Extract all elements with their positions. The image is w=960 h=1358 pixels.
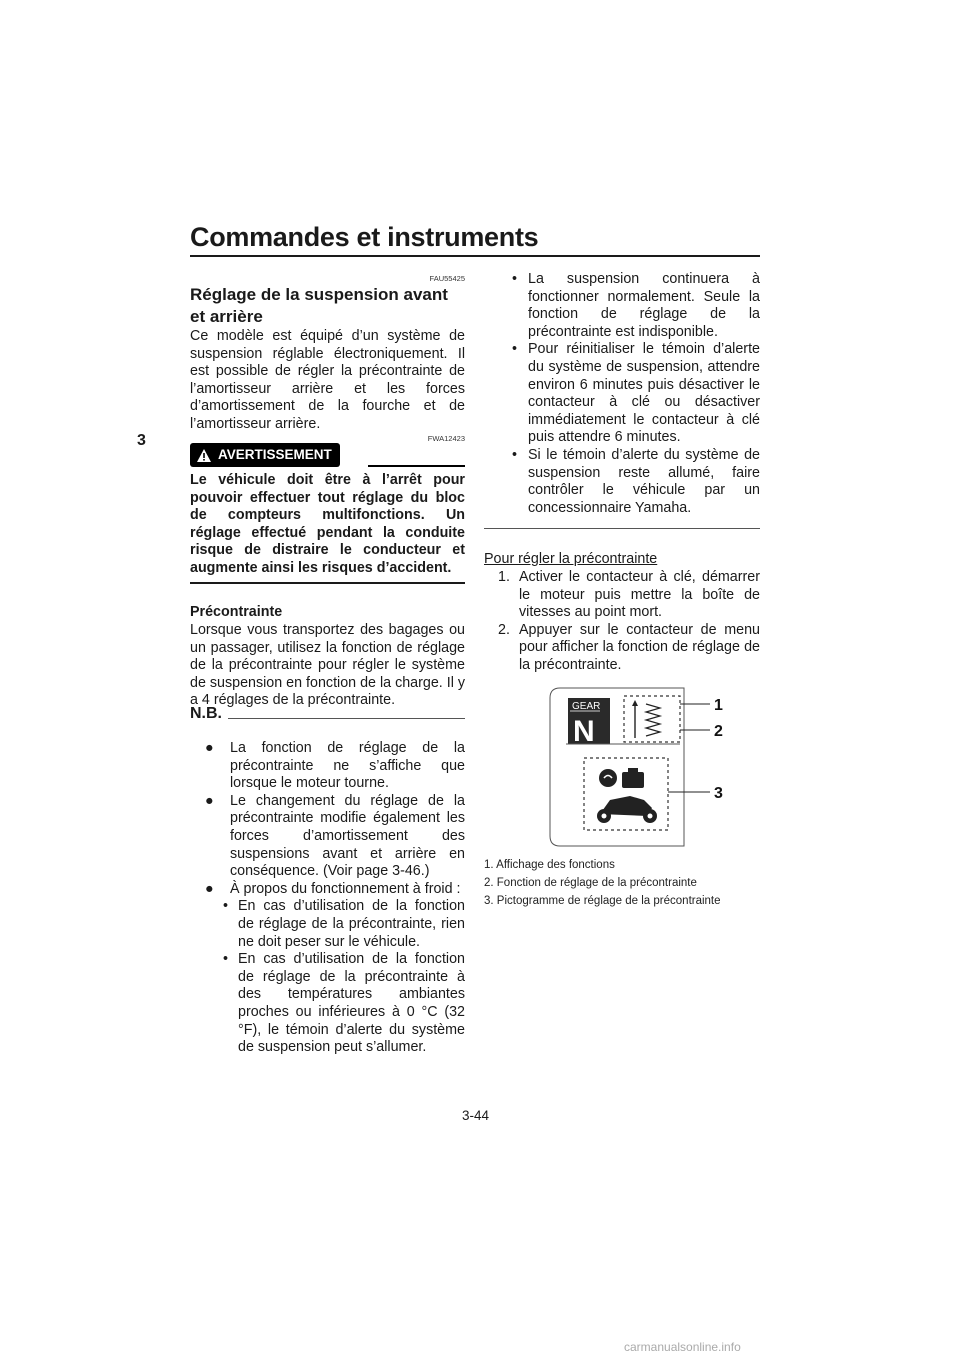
- warning-header: [190, 443, 465, 467]
- callout-3: 3: [714, 785, 723, 802]
- watermark: carmanualsonline.info: [624, 1340, 741, 1354]
- bullet-icon: ●: [205, 880, 214, 897]
- callout-1: 1: [714, 697, 723, 714]
- chapter-tab: 3: [137, 432, 146, 449]
- page-number: 3-44: [462, 1108, 490, 1123]
- nb-item: ● À propos du fonctionnement à froid :: [205, 880, 461, 897]
- nb-rule: [228, 718, 465, 719]
- procedure-steps: [484, 569, 760, 675]
- warning-code: FWA12423: [427, 434, 465, 443]
- nb-bottom-rule: [484, 528, 760, 529]
- procedure-step: 1. Activer le contacteur à clé, démarrer le moteur puis mettre la boîte de vitesses au point mort.: [498, 569, 760, 621]
- continued-item: • La suspension continuera à fonctionner normalement. Seule la fonction de réglage de la précontrainte est indisponible.: [512, 271, 760, 340]
- luggage-icon: [622, 772, 644, 788]
- cold-item: • En cas d’utilisation de la fonction de réglage de la précontrainte à des températures ambiantes proches ou inférieures à 0 °C (32 °F), le témoin d’alerte du système de suspension peut s’allumer.: [223, 951, 465, 1056]
- cold-item: • En cas d’utilisation de la fonction de réglage de la précontrainte, rien ne doit peser sur le véhicule.: [223, 898, 465, 950]
- figure-caption: 3. Pictogramme de réglage de la précontrainte: [484, 895, 721, 907]
- nb-item: ● Le changement du réglage de la précontrainte modifie également les forces d’amortissement des suspensions avant et arrière en conséquence. (Voir page 3-46.): [205, 792, 465, 880]
- preload-paragraph: Lorsque vous transportez des bagages ou un passager, utilisez la fonction de réglage de la précontrainte pour régler le système de suspension en fonction de la charge. Il y a 4 réglages de la précontrainte.: [190, 622, 465, 709]
- callout-2: 2: [714, 723, 723, 740]
- warning-bottom-rule: [190, 582, 465, 584]
- preload-heading: Précontrainte: [190, 604, 283, 620]
- preload-display-figure: [548, 686, 738, 848]
- gear-label: GEAR: [572, 701, 601, 712]
- procedure-step: 2. Appuyer sur le contacteur de menu pour afficher la fonction de réglage de la précontrainte.: [498, 621, 760, 673]
- helmet-icon: [599, 769, 617, 787]
- warning-text: Le véhicule doit être à l’arrêt pour pouvoir effectuer tout réglage du bloc de compteurs multifonctions. Un réglage effectué pendant la conduite risque de distraire le conducteur et augmente ainsi les risques d’accident.: [190, 472, 465, 576]
- warning-label: AVERTISSEMENT: [218, 447, 332, 462]
- section-code: FAU55425: [429, 274, 465, 283]
- figure-caption: 1. Affichage des fonctions: [484, 859, 615, 871]
- bullet-icon: ●: [205, 792, 214, 809]
- continued-item: • Pour réinitialiser le témoin d’alerte du système de suspension, attendre environ 6 minutes puis désactiver le contacteur à clé ou désactiver immédiatement le contacteur à clé puis attendre 6 minutes.: [512, 341, 760, 446]
- figure-captions: [484, 856, 760, 910]
- spring-icon: [646, 704, 660, 736]
- nb-label: N.B.: [190, 705, 222, 722]
- title-divider: [190, 255, 760, 257]
- cold-sublist: [205, 898, 465, 1056]
- warning-triangle-icon: [196, 448, 212, 463]
- warning-badge: [190, 443, 340, 467]
- warning-rule: [368, 465, 465, 467]
- section-heading: Réglage de la suspension avant et arrière: [190, 285, 448, 326]
- page-title: Commandes et instruments: [190, 222, 539, 252]
- function-box: [624, 696, 680, 742]
- bullet-icon: ●: [205, 740, 214, 756]
- figure-caption: 2. Fonction de réglage de la précontrainte: [484, 877, 697, 889]
- intro-paragraph: Ce modèle est équipé d’un système de suspension réglable électroniquement. Il est possible de régler la précontrainte de l’amortisseur arrière et les forces d’amortissement de la fourche et de l’amortisseur arrière.: [190, 328, 465, 432]
- procedure-heading: Pour régler la précontrainte: [484, 551, 658, 567]
- nb-item: ● La fonction de réglage de la précontrainte ne s’affiche que lorsque le moteur tourne.: [205, 740, 465, 792]
- continued-item: • Si le témoin d’alerte du système de suspension reste allumé, faire contrôler le véhicule par un concessionnaire Yamaha.: [512, 446, 760, 516]
- nb-list: [205, 740, 465, 1057]
- gear-value: N: [573, 715, 595, 748]
- continued-list: [508, 271, 760, 517]
